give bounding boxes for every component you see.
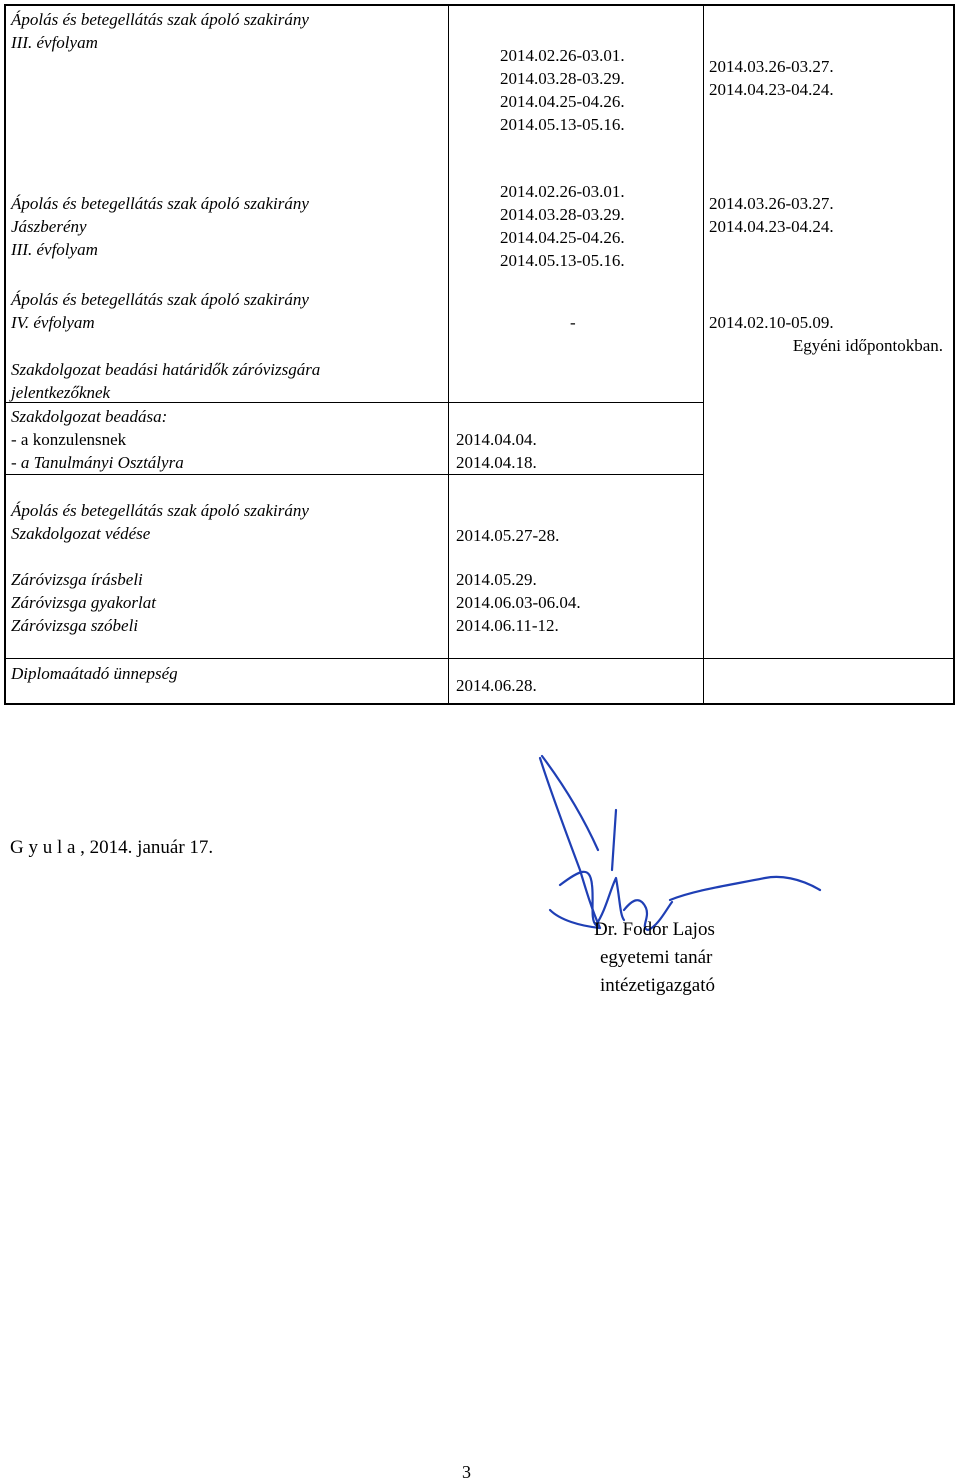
signer-title: egyetemi tanár (600, 947, 713, 968)
row-dates-col2: 2014.06.28. (456, 676, 537, 695)
row-label-szakdolgozat-hataridok: Szakdolgozat beadási határidők záróvizsgára jelentkezőknek (11, 360, 321, 402)
row-dates-col3: 2014.02.10-05.09. Egyéni időpontokban. (709, 313, 943, 355)
row-label-ampolo-3: Ápolás és betegellátás szak ápoló szakirány III. évfolyam (11, 10, 309, 52)
schedule-table (4, 4, 955, 705)
row-dates-col2: 2014.05.27-28. (456, 526, 560, 545)
row-dates-col2: 2014.02.26-03.01. 2014.03.28-03.29. 2014.04.25-04.26. 2014.05.13-05.16. (500, 46, 625, 134)
row-divider (6, 658, 953, 659)
row-label-jaszbereny: Ápolás és betegellátás szak ápoló szakirány Jászberény III. évfolyam (11, 194, 309, 259)
row-label-szakdolgozat-beadasa: Szakdolgozat beadása: - a konzulensnek - a Tanulmányi Osztályra (11, 407, 184, 472)
signer-name: Dr. Fodor Lajos (594, 919, 715, 940)
row-label-zarovizsga: Záróvizsga írásbeli Záróvizsga gyakorlat Záróvizsga szóbeli (11, 570, 156, 635)
row-label-szakdolgozat-vedese: Ápolás és betegellátás szak ápoló szakirány Szakdolgozat védése (11, 501, 309, 543)
column-divider-1 (448, 6, 449, 703)
row-divider (6, 474, 703, 475)
place-date: G y u l a , 2014. január 17. (10, 837, 214, 858)
row-label-diplomaatado: Diplomaátadó ünnepség (11, 664, 178, 683)
row-dates-col3: 2014.03.26-03.27. 2014.04.23-04.24. (709, 57, 834, 99)
row-dates-col2: 2014.02.26-03.01. 2014.03.28-03.29. 2014.04.25-04.26. 2014.05.13-05.16. (500, 182, 625, 270)
page-number: 3 (462, 1462, 471, 1482)
row-dash-col2: - (570, 313, 576, 332)
signer-role: intézetigazgató (600, 975, 715, 996)
row-dates-col3: 2014.03.26-03.27. 2014.04.23-04.24. (709, 194, 834, 236)
row-dates-col2: 2014.05.29. 2014.06.03-06.04. 2014.06.11-12. (456, 570, 581, 635)
row-label-ampolo-4: Ápolás és betegellátás szak ápoló szakirány IV. évfolyam (11, 290, 309, 332)
row-dates-col2: 2014.04.04. 2014.04.18. (456, 430, 537, 472)
column-divider-2 (703, 6, 704, 703)
signature-image (520, 750, 940, 970)
